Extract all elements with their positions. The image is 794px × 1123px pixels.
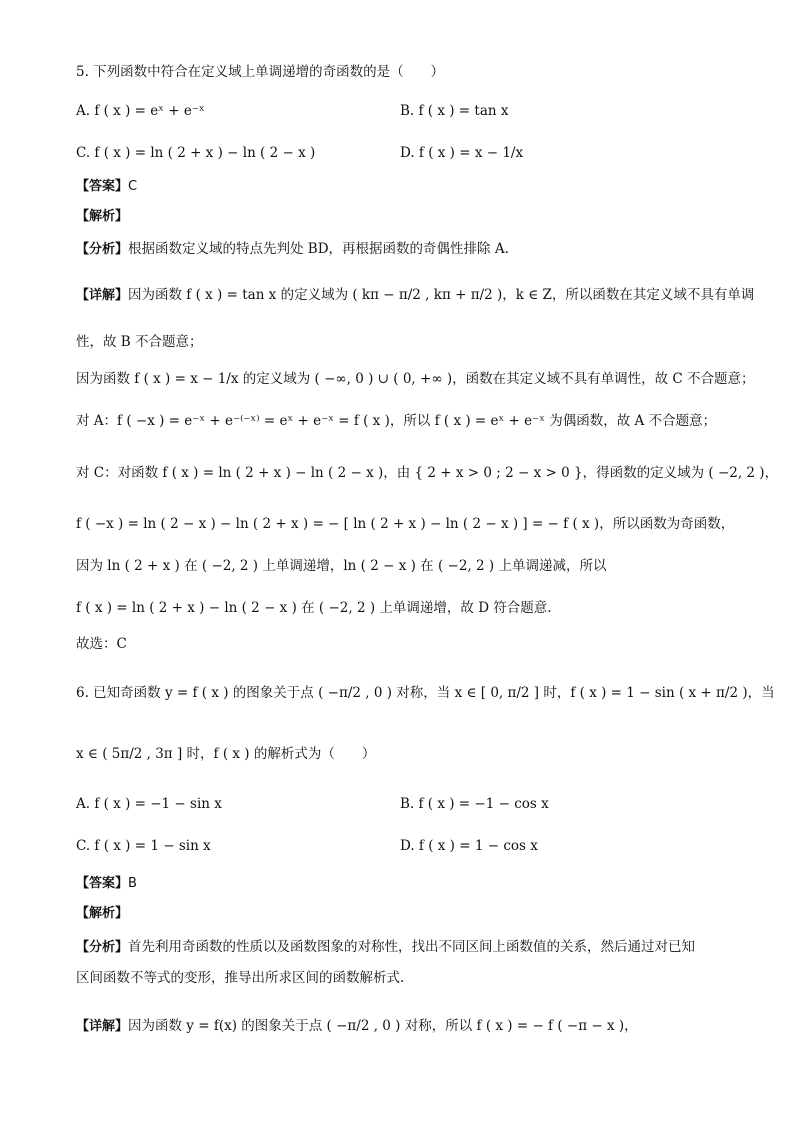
q6-xiangjie-text-1: 因为函数 y = f(x) 的图象关于点 ( −π/2 , 0 ) 对称，所以 f ( x ) = − f ( −π − x )， bbox=[128, 1018, 638, 1034]
q5-xiangjie-line-2: 性，故 B 不合题意； bbox=[76, 334, 203, 350]
q5-option-a: A. f ( x ) = eˣ + e⁻ˣ bbox=[76, 103, 205, 119]
q5-option-c: C. f ( x ) = ln ( 2 + x ) − ln ( 2 − x ) bbox=[76, 145, 316, 161]
q6-fenxi-line-2: 区间函数不等式的变形，推导出所求区间的函数解析式. bbox=[76, 970, 405, 986]
q5-answer-tag: 【答案】 bbox=[76, 179, 129, 194]
q5-fenxi-text: 根据函数定义域的特点先判处 BD，再根据函数的奇偶性排除 A. bbox=[128, 241, 509, 257]
q5-xiangjie-line-5: 对 C：对函数 f ( x ) = ln ( 2 + x ) − ln ( 2 − x )，由 { 2 + x > 0 ; 2 − x > 0 }，得函数的定义域为 ( −2, 2 )， bbox=[76, 465, 779, 481]
q6-answer: B bbox=[128, 876, 137, 891]
q5-xiangjie-line-8: f ( x ) = ln ( 2 + x ) − ln ( 2 − x ) 在 ( −2, 2 ) 上单调递增，故 D 符合题意. bbox=[76, 600, 552, 616]
q5-xiangjie-text-1: 因为函数 f ( x ) = tan x 的定义域为 ( kπ − π/2 , kπ + π/2 )，k ∈ Z，所以函数在其定义域不具有单调 bbox=[128, 287, 755, 303]
q6-fenxi-tag: 【分析】 bbox=[76, 940, 129, 955]
q5-analysis-tag bbox=[76, 207, 734, 227]
q5-conclusion: 故选：C bbox=[76, 636, 127, 652]
q6-fenxi-line-1 bbox=[76, 937, 734, 958]
q6-analysis-label: 【解析】 bbox=[76, 906, 129, 921]
q5-xiangjie-line-7: 因为 ln ( 2 + x ) 在 ( −2, 2 ) 上单调递增，ln ( 2 − x ) 在 ( −2, 2 ) 上单调递减，所以 bbox=[76, 558, 607, 574]
q5-xiangjie-line-1 bbox=[76, 285, 755, 306]
q6-stem-line-1: 6. 已知奇函数 y = f ( x ) 的图象关于点 ( −π/2 , 0 ) 对称，当 x ∈ [ 0, π/2 ] 时，f ( x ) = 1 − sin ( x + π/2 )，当 bbox=[76, 685, 775, 701]
q6-option-d: D. f ( x ) = 1 − cos x bbox=[400, 838, 538, 854]
q5-xiangjie-line-4: 对 A：f ( −x ) = e⁻ˣ + e⁻⁽⁻ˣ⁾ = eˣ + e⁻ˣ = f ( x )，所以 f ( x ) = eˣ + e⁻ˣ 为偶函数，故 A 不合题意； bbox=[76, 413, 717, 429]
q6-answer-line bbox=[76, 874, 734, 894]
q5-answer-line bbox=[76, 177, 734, 197]
q5-analysis-label: 【解析】 bbox=[76, 209, 129, 224]
q5-answer: C bbox=[128, 179, 138, 194]
q5-option-b: B. f ( x ) = tan x bbox=[400, 103, 509, 119]
q6-option-a: A. f ( x ) = −1 − sin x bbox=[76, 796, 222, 812]
q5-option-d: D. f ( x ) = x − 1/x bbox=[400, 145, 524, 161]
q6-fenxi-text-1: 首先利用奇函数的性质以及函数图象的对称性，找出不同区间上函数值的关系，然后通过对已知 bbox=[128, 939, 696, 955]
q5-xiangjie-line-3: 因为函数 f ( x ) = x − 1/x 的定义域为 ( −∞, 0 ) ∪ ( 0, +∞ )，函数在其定义域不具有单调性，故 C 不合题意； bbox=[76, 371, 755, 387]
q6-xiangjie-tag: 【详解】 bbox=[76, 1019, 129, 1034]
q6-stem-line-2: x ∈ ( 5π/2 , 3π ] 时，f ( x ) 的解析式为（ ） bbox=[76, 746, 376, 762]
q6-option-b: B. f ( x ) = −1 − cos x bbox=[400, 796, 549, 812]
q5-stem: 5. 下列函数中符合在定义域上单调递增的奇函数的是（ ） bbox=[76, 64, 445, 80]
q6-option-c: C. f ( x ) = 1 − sin x bbox=[76, 838, 211, 854]
q5-fenxi bbox=[76, 239, 734, 260]
q6-analysis-tag bbox=[76, 904, 734, 924]
q5-fenxi-tag: 【分析】 bbox=[76, 242, 129, 257]
q6-answer-tag: 【答案】 bbox=[76, 876, 129, 891]
q6-xiangjie-line-1 bbox=[76, 1016, 734, 1037]
q5-xiangjie-tag: 【详解】 bbox=[76, 288, 129, 303]
q5-xiangjie-line-6: f ( −x ) = ln ( 2 − x ) − ln ( 2 + x ) = − [ ln ( 2 + x ) − ln ( 2 − x ) ] = − f ( x )，所以函数为奇函数， bbox=[76, 516, 735, 532]
